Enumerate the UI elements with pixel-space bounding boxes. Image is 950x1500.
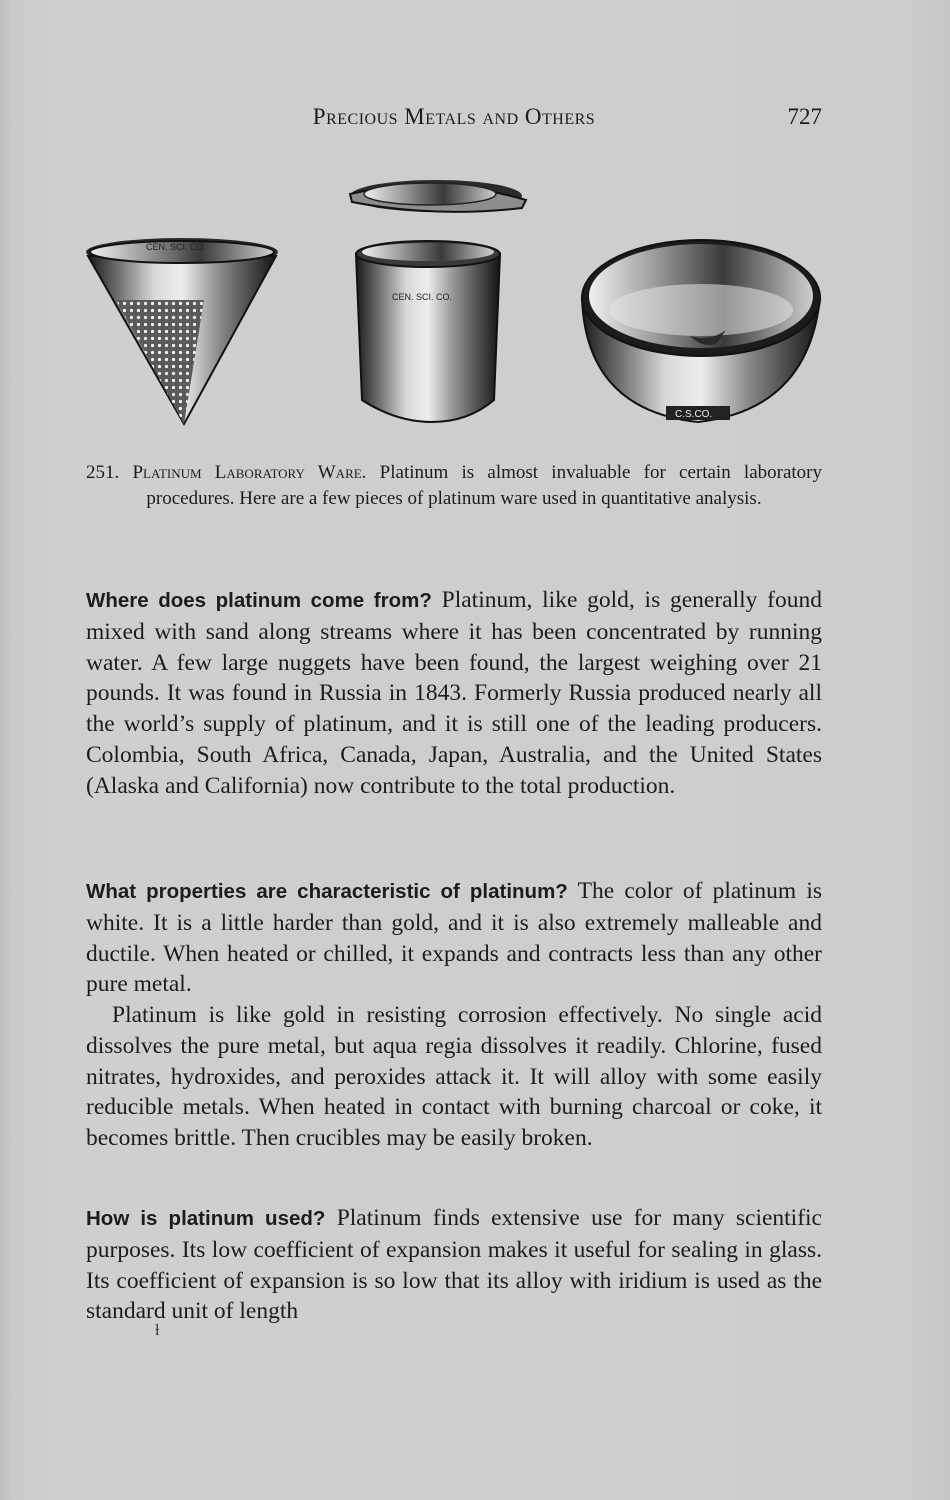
dish-maker-label: C.S.CO.	[675, 409, 713, 420]
section-question: Where does platinum come from?	[86, 589, 432, 612]
figure-caption	[86, 460, 822, 512]
section-platinum-uses	[86, 1203, 822, 1327]
running-head: Precious Metals and Others	[312, 104, 596, 129]
caption-text: Platinum is almost invaluable for certain laboratory procedures. Here are a few pieces of platinum ware used in quantitative analysis.	[146, 462, 823, 509]
platinum-crucible-with-lid	[350, 180, 526, 422]
section-question: What properties are characteristic of platinum?	[86, 880, 568, 903]
platinum-filter-cone	[86, 238, 278, 424]
section-body: Platinum, like gold, is generally found mixed with sand along streams where it has been concentrated by running water. A few large nuggets have been found, the largest weighing over 21 pounds. It was found in Russia in 1843. Formerly Russia produced nearly all the world’s supply of platinum, and it is still one of the leading producers. Colombia, South Africa, Canada, Japan, Australia, and the United States (Alaska and California) now contribute to the total production.	[86, 587, 823, 799]
section-body: Platinum is like gold in resisting corrosion effectively. No single acid dissolves the pure metal, but aqua regia dissolves it readily. Chlorine, fused nitrates, hydroxides, and peroxides attack it. It will alloy with some easily reducible metals. When heated in contact with burning charcoal or coke, it becomes brittle. Then crucibles may be easily broken.	[86, 1002, 822, 1152]
section-platinum-origin	[86, 585, 822, 802]
section-platinum-corrosion	[86, 1000, 822, 1154]
section-question: How is platinum used?	[86, 1207, 326, 1230]
margin-mark: ɫ	[155, 1322, 160, 1339]
crucible-maker-label: CEN. SCI. CO.	[392, 292, 453, 302]
page-header	[86, 104, 822, 138]
caption-title: Platinum Laboratory Ware.	[132, 462, 367, 483]
section-body: The color of platinum is white. It is a little harder than gold, and it is also extremely malleable and ductile. When heated or chilled, it expands and contracts less than any other pure metal.	[86, 878, 823, 998]
funnel-maker-label: CEN. SCI. CO.	[146, 242, 207, 252]
section-body: Platinum finds extensive use for many scientific purposes. Its low coefficient of expansion makes it useful for sealing in glass. Its coefficient of expansion is so low that its alloy with iridium is used as the standard unit of length	[86, 1205, 822, 1325]
page-number: 727	[787, 104, 822, 129]
platinum-ware-figure	[86, 160, 822, 440]
platinum-evaporating-dish	[582, 240, 820, 422]
caption-number: 251.	[86, 462, 120, 483]
section-platinum-properties	[86, 876, 822, 1000]
